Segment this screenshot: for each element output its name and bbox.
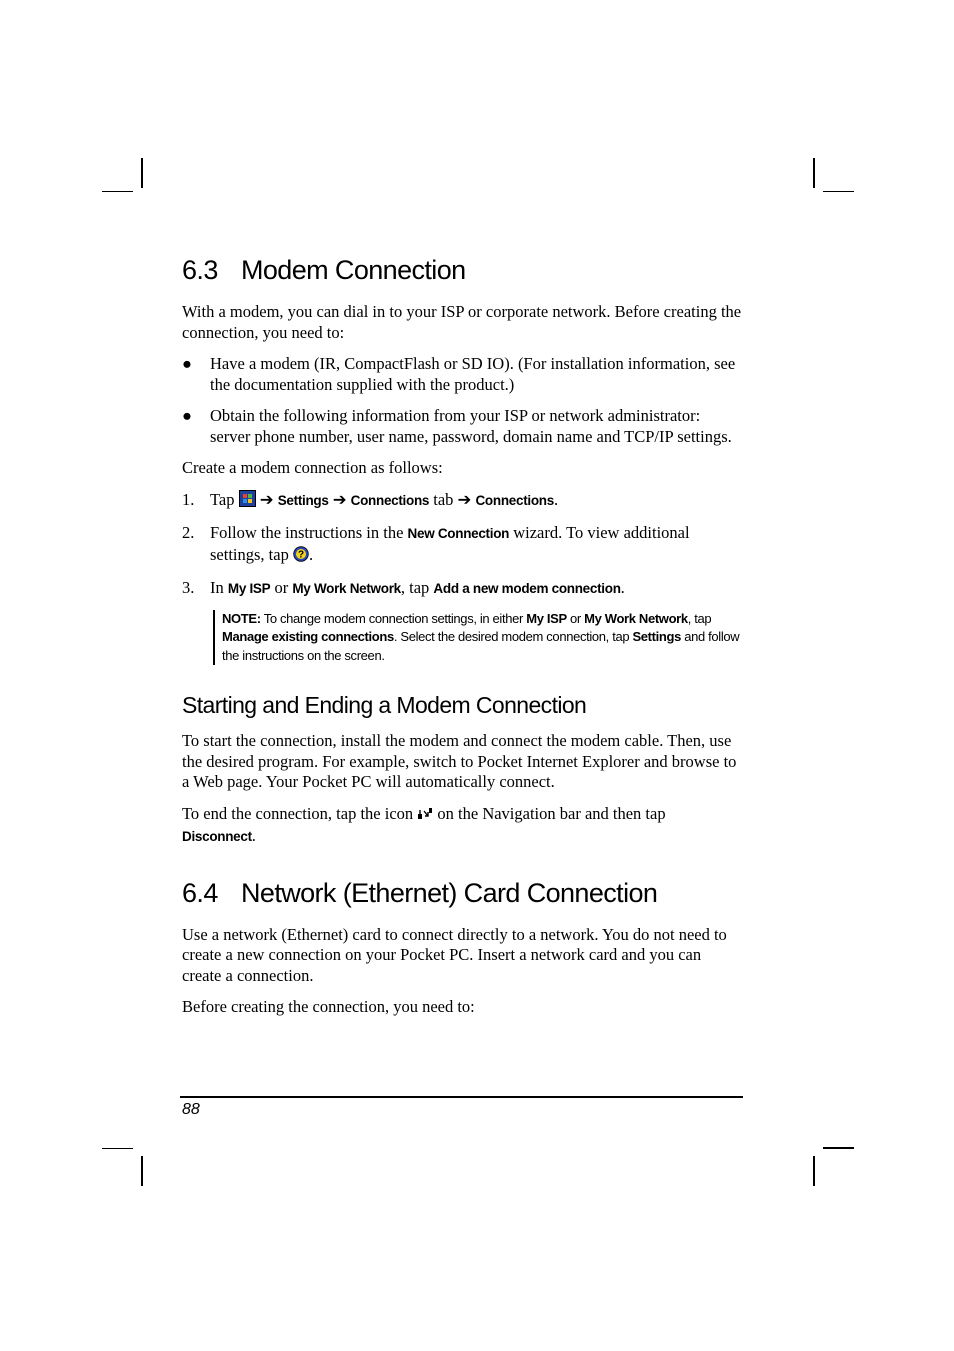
bullet-icon: ● [182, 406, 192, 425]
note-text: , tap [687, 610, 712, 626]
step-text: or [274, 578, 289, 597]
note-label: NOTE: [222, 610, 261, 626]
my-isp-label: My ISP [227, 581, 271, 596]
note-box [213, 610, 744, 666]
step-1 [182, 490, 744, 513]
new-connection-label: New Connection [407, 526, 510, 541]
subsection-heading: Starting and Ending a Modem Connection [182, 692, 587, 718]
settings-label: Settings [277, 492, 329, 508]
my-work-network-label: My Work Network [292, 581, 401, 596]
step-number: 3. [182, 578, 195, 597]
svg-text:?: ? [297, 549, 305, 561]
bullet-text: Obtain the following information from your ISP or network administrator: server phone number, user name, password, domain name and TCP/IP settings. [210, 406, 732, 446]
step-text: Tap [210, 489, 235, 509]
note-text: and follow the instructions on the screen. [222, 629, 740, 663]
section-number: 6.4 [182, 877, 218, 908]
step-text: In [210, 578, 224, 597]
help-icon [293, 546, 309, 568]
section-title: Modem Connection [241, 255, 466, 285]
crop-mark [141, 1156, 143, 1186]
my-isp-label: My ISP [526, 610, 567, 626]
bullet-icon: ● [182, 354, 192, 373]
crop-mark [823, 1147, 854, 1149]
intro-paragraph: With a modem, you can dial in to your ISP or corporate network. Before creating the connection, you need to: [182, 302, 742, 342]
period: . [251, 826, 256, 845]
note-text: or [570, 610, 581, 626]
crop-mark [813, 158, 815, 188]
crop-mark [813, 1156, 815, 1186]
crop-mark [102, 1148, 133, 1149]
manage-connections-label: Manage existing connections [222, 629, 394, 644]
bullet-item [182, 406, 744, 447]
section-heading-6-4 [182, 875, 744, 911]
bullet-text: Have a modem (IR, CompactFlash or SD IO). (For installation information, see the documentation supplied with the product.) [210, 354, 736, 394]
period: . [553, 489, 559, 509]
page-content [182, 252, 744, 1018]
step-text: wizard. To view additional settings, tap [210, 523, 690, 564]
start-paragraph: To start the connection, install the modem and connect the modem cable. Then, use the desired program. For example, switch to Pocket Internet Explorer and browse to a Web page. Your Pocket PC will automatically connect. [182, 731, 737, 791]
connections-label: Connections [350, 492, 430, 508]
before-paragraph: Before creating the connection, you need to: [182, 997, 475, 1016]
page-number: 88 [182, 1101, 200, 1118]
windows-start-icon [239, 490, 256, 513]
period: . [620, 578, 625, 597]
disconnect-label: Disconnect [182, 829, 252, 844]
note-text: . Select the desired modem connection, tap [393, 629, 630, 644]
connectivity-icon [417, 806, 433, 827]
arrow-icon: ➔ [332, 489, 347, 509]
bullet-item [182, 354, 744, 395]
crop-mark [141, 158, 143, 188]
step-text: Follow the instructions in the [210, 523, 404, 542]
add-modem-connection-label: Add a new modem connection [433, 581, 621, 596]
connections-label: Connections [475, 492, 554, 508]
step-2 [182, 523, 744, 567]
ethernet-paragraph: Use a network (Ethernet) card to connect directly to a network. You do not need to create a new connection on your Pocket PC. Insert a network card and you can create a connection. [182, 924, 727, 985]
paragraph-text: on the Navigation bar and then tap [437, 803, 666, 823]
my-work-network-label: My Work Network [584, 610, 688, 626]
period: . [308, 544, 314, 564]
section-title: Network (Ethernet) Card Connection [241, 877, 658, 908]
settings-label: Settings [632, 629, 681, 644]
arrow-icon: ➔ [259, 489, 274, 509]
end-paragraph [182, 804, 744, 848]
note-text: To change modem connection settings, in either [263, 610, 523, 626]
create-line: Create a modem connection as follows: [182, 458, 443, 477]
step-text: , tap [400, 578, 430, 597]
crop-mark [102, 191, 133, 192]
step-text: tab [433, 489, 454, 509]
section-heading-6-3 [182, 252, 744, 288]
paragraph-text: To end the connection, tap the icon [182, 803, 414, 823]
step-3 [182, 578, 744, 600]
arrow-icon: ➔ [457, 489, 472, 509]
step-number: 2. [182, 523, 195, 542]
footer-rule [180, 1096, 743, 1098]
crop-mark [823, 191, 854, 192]
step-number: 1. [182, 489, 195, 509]
section-number: 6.3 [182, 255, 218, 285]
